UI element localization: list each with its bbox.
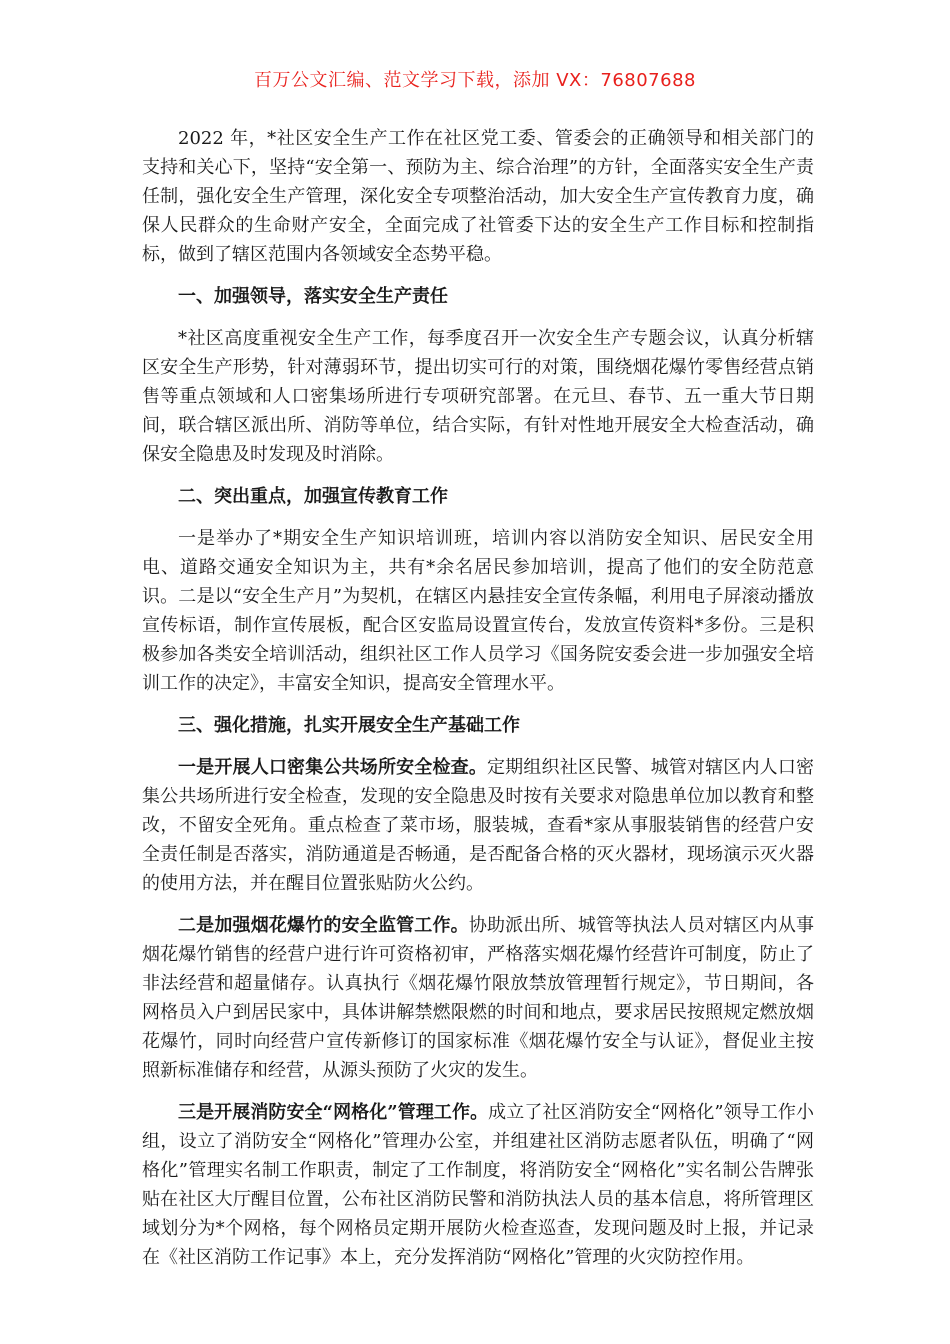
section-2-heading: 二、突出重点，加强宣传教育工作	[178, 486, 448, 507]
item-1-lead: 一是开展人口密集公共场所安全检查。	[178, 757, 487, 778]
section-3-item-2	[142, 911, 814, 1085]
promo-banner: 百万公文汇编、范文学习下载，添加 VX：76807688	[254, 70, 696, 91]
item-3-text: 成立了社区消防安全“网格化”领导工作小组，设立了消防安全“网格化”管理办公室，并组建社区消防志愿者队伍，明确了“网格化”管理实名制工作职责，制定了工作制度，将消防安全“网格化”实名制公告牌张贴在社区大厅醒目位置，公布社区消防民警和消防执法人员的基本信息，将所管理区域划分为*个网格，每个网格员定期开展防火检查巡查，发现问题及时上报，并记录在《社区消防工作记事》本上，充分发挥消防“网格化”管理的火灾防控作用。	[142, 1102, 814, 1268]
item-3-lead: 三是开展消防安全“网格化”管理工作。	[178, 1102, 489, 1123]
section-1-paragraph: *社区高度重视安全生产工作，每季度召开一次安全生产专题会议，认真分析辖区安全生产形势，针对薄弱环节，提出切实可行的对策，围绕烟花爆竹零售经营点销售等重点领域和人口密集场所进行专项研究部署。在元旦、春节、五一重大节日期间，联合辖区派出所、消防等单位，结合实际，有针对性地开展安全大检查活动，确保安全隐患及时发现及时消除。	[142, 328, 814, 465]
document-body	[142, 124, 814, 1272]
item-2-lead: 二是加强烟花爆竹的安全监管工作。	[178, 915, 469, 936]
section-3-heading: 三、强化措施，扎实开展安全生产基础工作	[178, 715, 520, 736]
section-1-heading: 一、加强领导，落实安全生产责任	[178, 286, 448, 307]
intro-paragraph: 2022 年，*社区安全生产工作在社区党工委、管委会的正确领导和相关部门的支持和关心下，坚持“安全第一、预防为主、综合治理”的方针，全面落实安全生产责任制，强化安全生产管理，深化安全专项整治活动，加大安全生产宣传教育力度，确保人民群众的生命财产安全，全面完成了社管委下达的安全生产工作目标和控制指标，做到了辖区范围内各领域安全态势平稳。	[142, 128, 814, 265]
section-2-paragraph: 一是举办了*期安全生产知识培训班，培训内容以消防安全知识、居民安全用电、道路交通安全知识为主，共有*余名居民参加培训，提高了他们的安全防范意识。二是以“安全生产月”为契机，在辖区内悬挂安全宣传条幅，利用电子屏滚动播放宣传标语，制作宣传展板，配合区安监局设置宣传台，发放宣传资料*多份。三是积极参加各类安全培训活动，组织社区工作人员学习《国务院安委会进一步加强安全培训工作的决定》，丰富安全知识，提高安全管理水平。	[142, 528, 814, 694]
item-2-text: 协助派出所、城管等执法人员对辖区内从事烟花爆竹销售的经营户进行许可资格初审，严格落实烟花爆竹经营许可制度，防止了非法经营和超量储存。认真执行《烟花爆竹限放禁放管理暂行规定》，节日期间，各网格员入户到居民家中，具体讲解禁燃限燃的时间和地点，要求居民按照规定燃放烟花爆竹，同时向经营户宣传新修订的国家标准《烟花爆竹安全与认证》，督促业主按照新标准储存和经营，从源头预防了火灾的发生。	[142, 915, 815, 1081]
item-1-text: 定期组织社区民警、城管对辖区内人口密集公共场所进行安全检查，发现的安全隐患及时按有关要求对隐患单位加以教育和整改，不留安全死角。重点检查了菜市场，服装城，查看*家从事服装销售的经营户安全责任制是否落实，消防通道是否畅通，是否配备合格的灭火器材，现场演示灭火器的使用方法，并在醒目位置张贴防火公约。	[142, 757, 814, 894]
section-3-item-1	[142, 753, 814, 898]
section-3-item-3	[142, 1098, 814, 1272]
